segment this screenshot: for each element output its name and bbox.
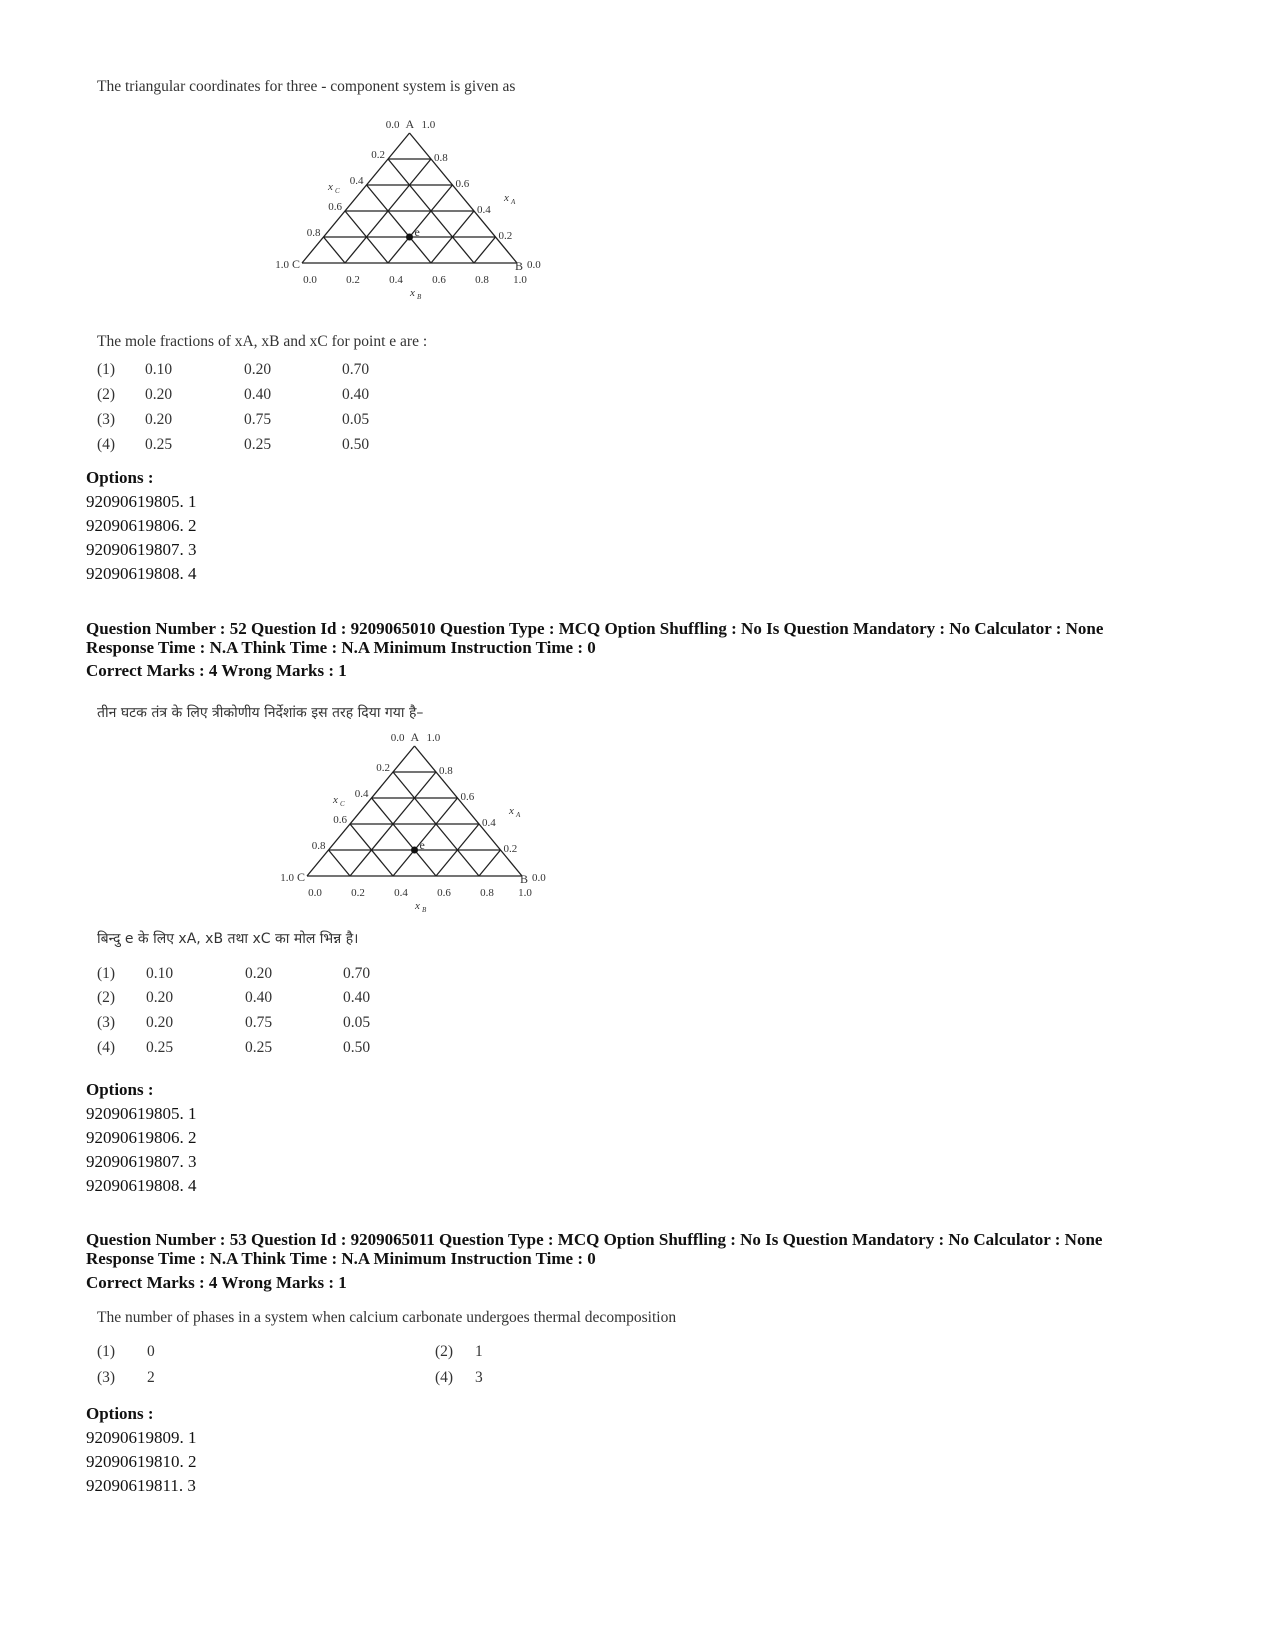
- bottom-edge-tick: 0.4: [394, 887, 408, 899]
- option-item: 92090619807. 3: [86, 540, 197, 559]
- grid-line-left-diagonal: [474, 237, 496, 263]
- bottom-edge-tick: 0.8: [480, 887, 494, 899]
- choice-value-b: 0.40: [245, 989, 273, 1006]
- right-edge-tick: 0.2: [498, 230, 513, 242]
- ternary-diagram-q52: [267, 728, 577, 923]
- choice-value: 0: [147, 1343, 155, 1360]
- vertex-b-label: B: [520, 872, 529, 886]
- axis-label-xc: x: [328, 181, 333, 193]
- choice-value-a: 0.20: [145, 386, 173, 403]
- option-item: 92090619806. 2: [86, 516, 197, 535]
- choice-number: (1): [97, 361, 116, 378]
- right-edge-tick: 0.8: [434, 152, 448, 164]
- left-edge-tick: 0.4: [354, 788, 369, 800]
- choice-value-b: 0.25: [245, 1039, 273, 1056]
- question-52-stem: तीन घटक तंत्र के लिए त्रीकोणीय निर्देशांक इस तरह दिया गया है–: [97, 705, 424, 721]
- vertex-a-tick-right: 1.0: [421, 119, 436, 131]
- choice-value-a: 0.25: [146, 1039, 174, 1056]
- choice-value-c: 0.05: [343, 1014, 371, 1031]
- axis-label-xb: x: [410, 287, 415, 299]
- choice-number: (2): [97, 386, 116, 403]
- right-edge-tick: 0.4: [482, 817, 496, 829]
- choice-number: (2): [97, 989, 116, 1006]
- question-52-meta-line-2: Response Time : N.A Think Time : N.A Minimum Instruction Time : 0: [86, 638, 596, 657]
- grid-line-right-diagonal: [372, 798, 437, 876]
- point-e-marker: [411, 847, 418, 854]
- question-51-substem: The mole fractions of xA, xB and xC for point e are :: [97, 333, 428, 350]
- point-e-label: e: [419, 838, 425, 852]
- options-label: Options :: [86, 468, 154, 487]
- option-item: 92090619807. 3: [86, 1152, 197, 1171]
- choice-value: 2: [147, 1369, 155, 1386]
- axis-label-xa: x: [509, 805, 514, 817]
- options-label: Options :: [86, 1404, 154, 1423]
- option-item: 92090619805. 1: [86, 1104, 197, 1123]
- choice-value-a: 0.10: [145, 361, 173, 378]
- option-item: 92090619810. 2: [86, 1452, 197, 1471]
- grid-line-left-diagonal: [479, 850, 501, 876]
- choice-value-a: 0.25: [145, 436, 173, 453]
- vertex-b-label: B: [515, 259, 524, 273]
- choice-number: (4): [435, 1369, 454, 1386]
- bottom-edge-tick: 0.8: [475, 274, 489, 286]
- choice-value-b: 0.20: [245, 965, 273, 982]
- bottom-edge-tick: 0.2: [351, 887, 365, 899]
- option-item: 92090619808. 4: [86, 564, 197, 583]
- axis-label-xc-subscript: C: [340, 800, 345, 808]
- choice-value-c: 0.50: [342, 436, 370, 453]
- vertex-c-label: C: [296, 870, 305, 884]
- choice-number: (2): [435, 1343, 454, 1360]
- ternary-diagram-q51: [262, 115, 572, 310]
- choice-value-c: 0.40: [342, 386, 370, 403]
- vertex-b-tick-below: 1.0: [513, 274, 527, 286]
- choice-value: 3: [475, 1369, 483, 1386]
- grid-line-right-diagonal: [329, 850, 351, 876]
- vertex-a-label: A: [410, 730, 420, 744]
- question-53-stem: The number of phases in a system when calcium carbonate undergoes thermal decomposition: [97, 1309, 677, 1326]
- option-item: 92090619809. 1: [86, 1428, 197, 1447]
- choice-value: 1: [475, 1343, 483, 1360]
- question-52-meta-line-1: Question Number : 52 Question Id : 9209065010 Question Type : MCQ Option Shuffling : No Is Question Mandatory : No Calculator : None: [86, 619, 1104, 638]
- left-edge-tick: 0.2: [371, 149, 385, 161]
- left-edge-tick: 0.4: [349, 175, 364, 187]
- right-edge-tick: 0.8: [439, 765, 453, 777]
- option-item: 92090619808. 4: [86, 1176, 197, 1195]
- vertex-a-label: A: [405, 117, 415, 131]
- choice-number: (3): [97, 1369, 116, 1386]
- vertex-a-tick-left: 0.0: [385, 119, 400, 131]
- choice-row: [97, 965, 417, 987]
- point-e-marker: [406, 234, 413, 241]
- bottom-edge-tick: 0.6: [432, 274, 446, 286]
- choice-number: (1): [97, 965, 116, 982]
- choice-value-c: 0.50: [343, 1039, 371, 1056]
- axis-label-xa-subscript: A: [511, 198, 516, 206]
- vertex-b-tick-below: 1.0: [518, 887, 532, 899]
- bottom-edge-tick: 0.2: [346, 274, 360, 286]
- right-edge-tick: 0.6: [460, 791, 475, 803]
- question-53-meta-line-1: Question Number : 53 Question Id : 9209065011 Question Type : MCQ Option Shuffling : No Is Question Mandatory : No Calculator : None: [86, 1230, 1103, 1249]
- left-edge-tick: 0.6: [333, 814, 347, 826]
- left-edge-tick: 0.6: [328, 201, 342, 213]
- axis-label-xc: x: [333, 794, 338, 806]
- point-e-label: e: [414, 225, 420, 239]
- right-edge-tick: 0.2: [503, 843, 518, 855]
- choice-value-b: 0.75: [244, 411, 272, 428]
- choice-row: [97, 1014, 417, 1036]
- choice-value-c: 0.40: [343, 989, 371, 1006]
- choice-value-b: 0.25: [244, 436, 272, 453]
- axis-label-xa: x: [504, 192, 509, 204]
- choice-number: (3): [97, 411, 116, 428]
- bottom-edge-tick: 0.0: [308, 887, 322, 899]
- bottom-edge-tick: 0.0: [303, 274, 317, 286]
- choice-value-b: 0.40: [244, 386, 272, 403]
- axis-label-xb-subscript: B: [422, 906, 427, 914]
- question-52-substem: बिन्दु e के लिए xA, xB तथा xC का मोल भिन्न है।: [97, 931, 359, 947]
- grid-line-left-diagonal: [388, 185, 453, 263]
- choice-row: [97, 1039, 417, 1061]
- bottom-edge-tick: 0.4: [389, 274, 403, 286]
- options-label: Options :: [86, 1080, 154, 1099]
- choice-value-c: 0.70: [342, 361, 370, 378]
- axis-label-xc-subscript: C: [335, 187, 340, 195]
- choice-row: [97, 1369, 517, 1391]
- choice-value-a: 0.20: [146, 989, 174, 1006]
- grid-line-left-diagonal: [393, 798, 458, 876]
- vertex-a-tick-left: 0.0: [390, 732, 405, 744]
- vertex-b-tick-right: 0.0: [527, 259, 541, 271]
- grid-line-left-diagonal: [307, 746, 415, 876]
- option-item: 92090619805. 1: [86, 492, 197, 511]
- vertex-c-tick-left: 1.0: [275, 259, 289, 271]
- choice-row: [97, 411, 417, 433]
- left-edge-tick: 0.8: [311, 840, 326, 852]
- choice-row: [97, 436, 417, 458]
- left-edge-tick: 0.2: [376, 762, 390, 774]
- vertex-b-tick-right: 0.0: [532, 872, 546, 884]
- question-51-stem: The triangular coordinates for three - component system is given as: [97, 78, 516, 95]
- grid-line-left-diagonal: [302, 133, 410, 263]
- vertex-a-tick-right: 1.0: [426, 732, 441, 744]
- choice-value-a: 0.10: [146, 965, 174, 982]
- choice-row: [97, 361, 417, 383]
- choice-row: [97, 989, 417, 1011]
- choice-value-c: 0.70: [343, 965, 371, 982]
- axis-label-xa-subscript: A: [516, 811, 521, 819]
- choice-value-b: 0.75: [245, 1014, 273, 1031]
- grid-line-right-diagonal: [324, 237, 346, 263]
- grid-line-right-diagonal: [367, 185, 432, 263]
- axis-label-xb-subscript: B: [417, 293, 422, 301]
- choice-row: [97, 386, 417, 408]
- option-item: 92090619811. 3: [86, 1476, 196, 1495]
- axis-label-xb: x: [415, 900, 420, 912]
- left-edge-tick: 0.8: [306, 227, 321, 239]
- choice-value-b: 0.20: [244, 361, 272, 378]
- choice-number: (3): [97, 1014, 116, 1031]
- option-item: 92090619806. 2: [86, 1128, 197, 1147]
- choice-number: (4): [97, 436, 116, 453]
- vertex-c-label: C: [291, 257, 300, 271]
- bottom-edge-tick: 0.6: [437, 887, 451, 899]
- right-edge-tick: 0.6: [455, 178, 470, 190]
- right-edge-tick: 0.4: [477, 204, 491, 216]
- choice-number: (1): [97, 1343, 116, 1360]
- choice-value-a: 0.20: [146, 1014, 174, 1031]
- vertex-c-tick-left: 1.0: [280, 872, 294, 884]
- question-53-marks: Correct Marks : 4 Wrong Marks : 1: [86, 1273, 347, 1292]
- question-52-marks: Correct Marks : 4 Wrong Marks : 1: [86, 661, 347, 680]
- grid-line-right-diagonal: [410, 133, 518, 263]
- question-53-meta-line-2: Response Time : N.A Think Time : N.A Minimum Instruction Time : 0: [86, 1249, 596, 1268]
- grid-line-right-diagonal: [415, 746, 523, 876]
- choice-value-c: 0.05: [342, 411, 370, 428]
- choice-value-a: 0.20: [145, 411, 173, 428]
- choice-row: [97, 1343, 517, 1365]
- choice-number: (4): [97, 1039, 116, 1056]
